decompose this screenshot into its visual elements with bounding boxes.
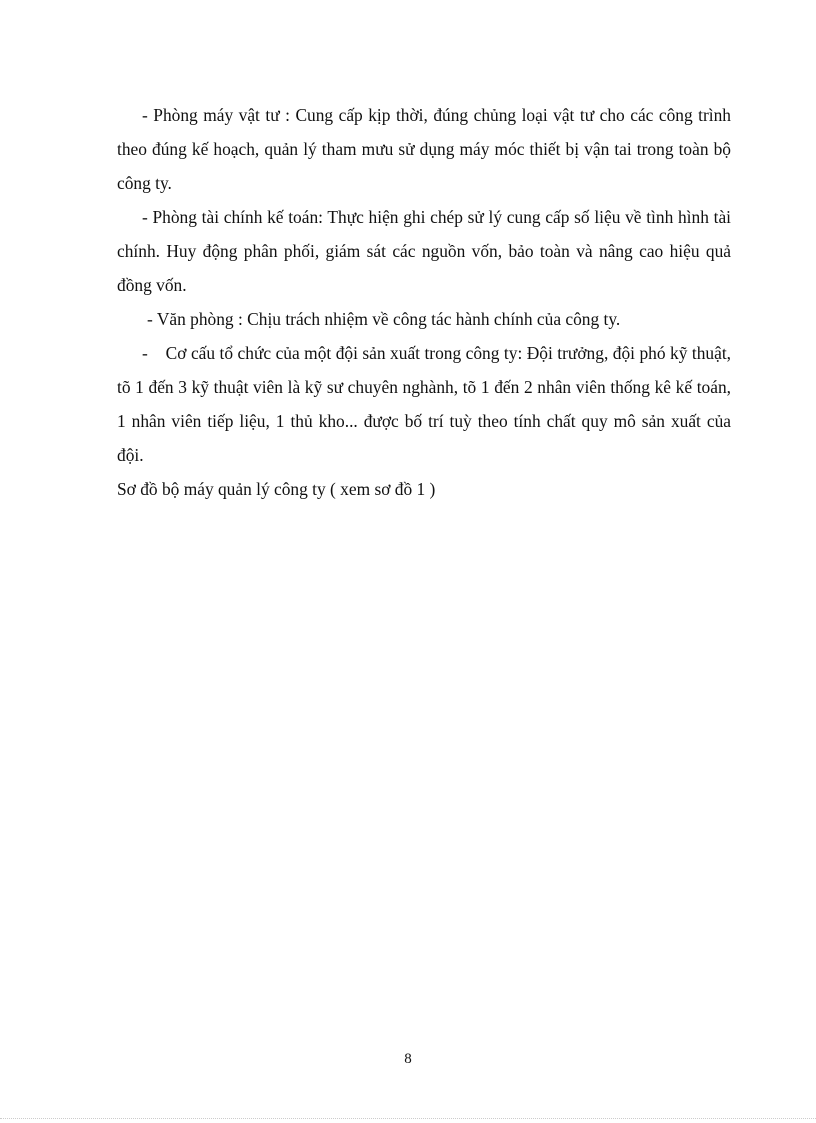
document-body xyxy=(117,98,736,506)
paragraph-so-do-bo-may: Sơ đồ bộ máy quản lý công ty ( xem sơ đồ 1 ) xyxy=(117,479,436,499)
page-number: 8 xyxy=(404,1051,412,1067)
paragraph-co-cau-to-chuc: - Cơ cấu tổ chức của một đội sản xuất trong công ty: Đội trưởng, đội phó kỹ thuật, tõ 1 đến 3 kỹ thuật viên là kỹ sư chuyên nghành, tõ 1 đến 2 nhân viên thống kê kế toán, 1 nhân viên tiếp liệu, 1 thủ kho... được bố trí tuỳ theo tính chất quy mô sản xuất của đội. xyxy=(117,343,736,465)
paragraph-phong-may-vat-tu: - Phòng máy vật tư : Cung cấp kịp thời, đúng chủng loại vật tư cho các công trình theo đúng kế hoạch, quản lý tham mưu sử dụng máy móc thiết bị vận tai trong toàn bộ công ty. xyxy=(117,105,731,193)
page-bottom-divider xyxy=(0,1118,816,1119)
paragraph-phong-tai-chinh-ke-toan: - Phòng tài chính kế toán: Thực hiện ghi chép sử lý cung cấp số liệu về tình hình tài chính. Huy động phân phối, giám sát các nguồn vốn, bảo toàn và nâng cao hiệu quả đồng vốn. xyxy=(117,207,731,295)
paragraph-van-phong: - Văn phòng : Chịu trách nhiệm về công tác hành chính của công ty. xyxy=(147,309,621,329)
